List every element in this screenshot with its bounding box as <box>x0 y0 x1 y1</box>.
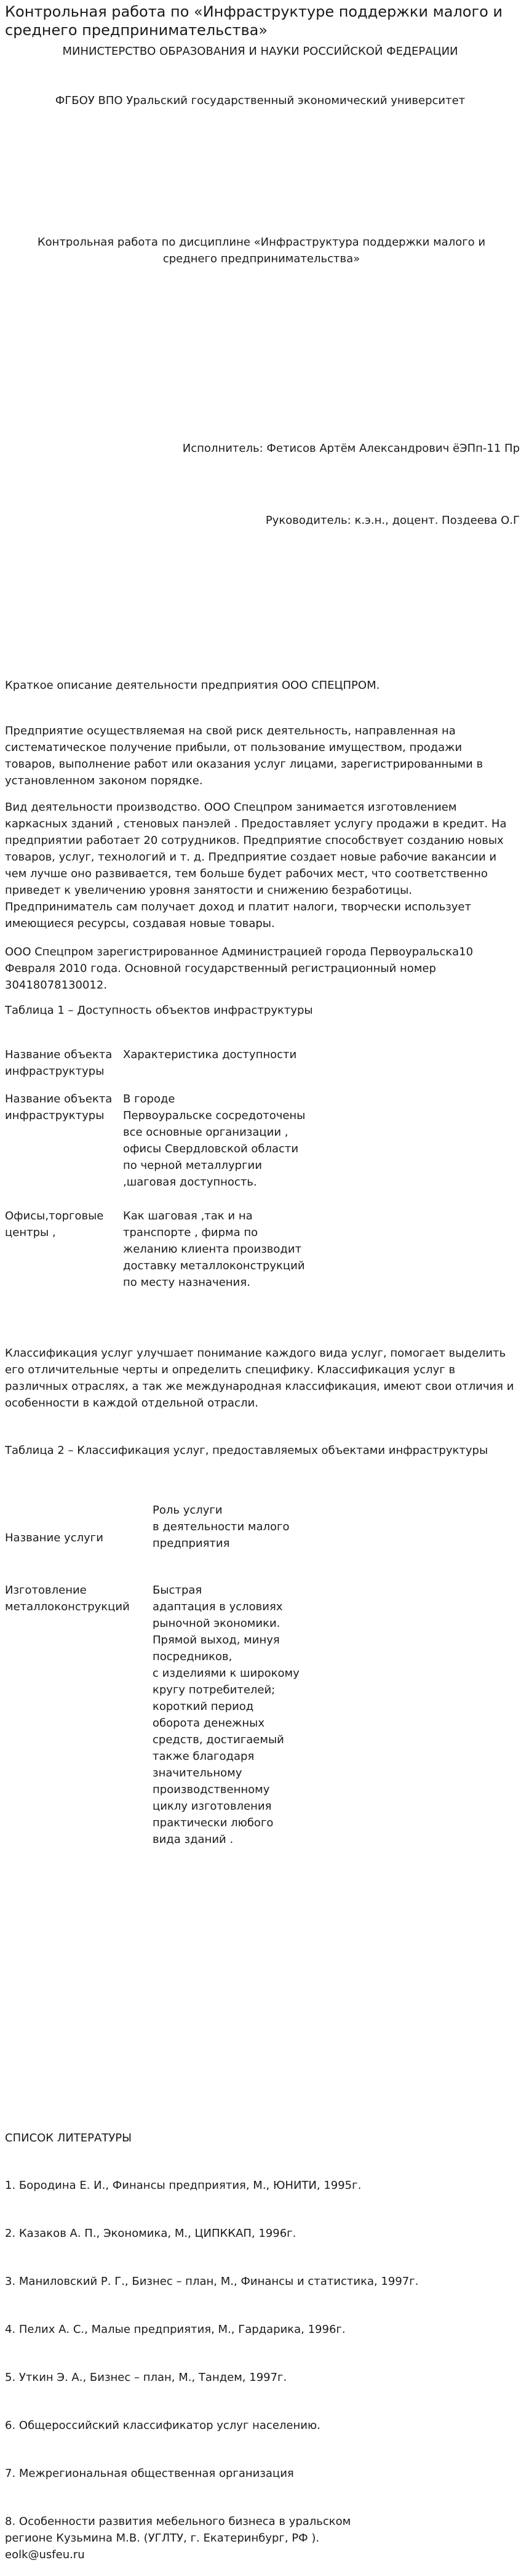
table2 <box>0 1502 521 1896</box>
literature-item: 4. Пелих А. С., Малые предприятия, М., Гардарика, 1996г. <box>5 2323 346 2336</box>
table2-header-role: Роль услуги в деятельности малого предприятия <box>153 1504 290 1550</box>
paragraph-definition: Предприятие осуществляемая на свой риск деятельность, направленная на систематическое получение прибыли, от пользование имуществом, продажи товаров, выполнение работ или оказания услуг лицами, зарегистрированными в установленном законом порядке. <box>5 724 483 787</box>
table2-row1-role: Быстрая адаптация в условиях рыночной экономики. Прямой выход, минуя посредников, с изделиями к широкому кругу потребителей; короткий период оборота денежных средств, достигаемый также благодаря значительному производственному циклу изготовления практически любого вида зданий . <box>153 1584 300 1846</box>
paragraph-activity: Вид деятельности производство. ООО Спецпром занимается изготовлением каркасных зданий , стеновых панэлей . Предоставляет услугу продажи в кредит. На предприятии работает 20 сотрудников. Предприятие способствует созданию новых товаров, услуг, технологий и т. д. Предприятие создает новые рабочие вакансии и чем лучше оно развивается, тем больше будет рабочих мест, что соответственно приведет к увеличению уровня занятости и снижению безработицы. Предприниматель сам получает доход и платит налоги, творчески использует имеющиеся ресурсы, создавая новые товары. <box>5 801 507 930</box>
paragraph-classification: Классификация услуг улучшает понимание каждого вида услуг, помогает выделить его отличительные черты и определить специфику. Классификация услуг в различных отраслях, а так же международная классификация, имеют свои отличия и особенности в каждой отдельной отрасли. <box>5 1347 514 1410</box>
work-title: Контрольная работа по дисциплине «Инфраструктура поддержки малого и среднего предпринимательства» <box>37 236 486 265</box>
paragraph-registration: ООО Спецпром зарегистрированное Администрацией города Первоуральска10 Февраля 2010 года. Основной государственный регистрационный номер 30418078130012. <box>5 945 474 992</box>
table1 <box>0 1046 521 1305</box>
table1-row1-accessibility: В городе Первоуральске сосредоточены все основные организации , офисы Свердловской области по черной металлургии ,шаговая доступность. <box>123 1093 306 1189</box>
table1-row2-accessibility: Как шаговая ,так и на транспорте , фирма по желанию клиента производит доставку металлоконструкций по месту назначения. <box>123 1210 305 1289</box>
table2-header-service: Название услуги <box>5 1531 103 1544</box>
literature-heading: СПИСОК ЛИТЕРАТУРЫ <box>5 2132 132 2145</box>
executor-line: Исполнитель: Фетисов Артём Александрович ёЭПп-11 Пр <box>182 442 520 455</box>
table1-row1-object: Название объекта инфраструктуры <box>5 1093 113 1122</box>
literature-item: 1. Бородина Е. И., Финансы предприятия, М., ЮНИТИ, 1995г. <box>5 2179 362 2192</box>
literature-item: 6. Общероссийский классификатор услуг населению. <box>5 2419 320 2432</box>
literature-item: 8. Особенности развития мебельного бизнеса в уральском регионе Кузьмина М.В. (УГЛТУ, г. Екатеринбург, РФ ). eolk@usfeu.ru <box>5 2515 351 2561</box>
document-title: Контрольная работа по «Инфраструктуре поддержки малого и среднего предпринимательства» <box>5 3 503 39</box>
university-line: ФГБОУ ВПО Уральский государственный экономический университет <box>55 94 466 107</box>
table1-header-accessibility: Характеристика доступности <box>123 1048 297 1061</box>
literature-item: 3. Маниловский Р. Г., Бизнес – план, М., Финансы и статистика, 1997г. <box>5 2275 419 2288</box>
table2-caption: Таблица 2 – Классификация услуг, предоставляемых объектами инфраструктуры <box>5 1444 488 1457</box>
table1-row2-object: Офисы,торговые центры , <box>5 1210 104 1239</box>
literature-item: 5. Уткин Э. А., Бизнес – план, М., Тандем, 1997г. <box>5 2371 287 2384</box>
supervisor-line: Руководитель: к.э.н., доцент. Поздеева О.Г <box>265 514 520 527</box>
section-heading: Краткое описание деятельности предприятия ООО СПЕЦПРОМ. <box>5 679 380 692</box>
table1-header-object: Название объекта инфраструктуры <box>5 1048 113 1078</box>
literature-item: 2. Казаков А. П., Экономика, М., ЦИПККАП, 1996г. <box>5 2227 296 2240</box>
table1-caption: Таблица 1 – Доступность объектов инфраструктуры <box>5 1004 313 1017</box>
table2-row1-service: Изготовление металлоконструкций <box>5 1584 130 1613</box>
ministry-line: МИНИСТЕРСТВО ОБРАЗОВАНИЯ И НАУКИ РОССИЙСКОЙ ФЕДЕРАЦИИ <box>62 45 458 58</box>
literature-item: 7. Межрегиональная общественная организация <box>5 2467 294 2480</box>
